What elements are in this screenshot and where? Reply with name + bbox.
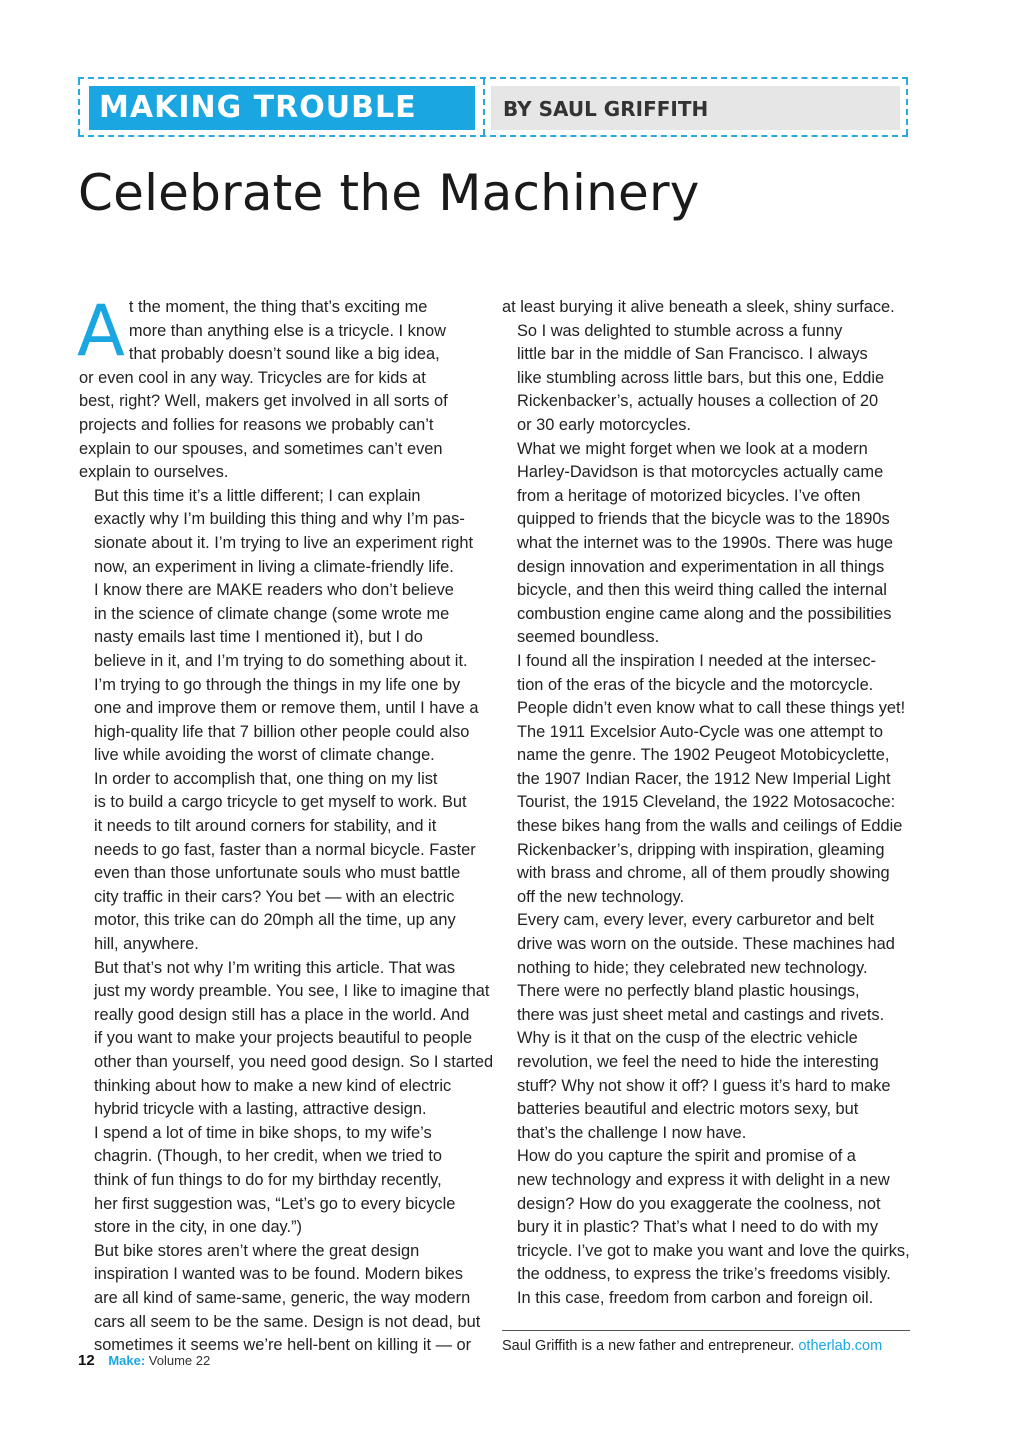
- text-line: In order to accomplish that, one thing on my list: [94, 769, 438, 788]
- text-line: But that’s not why I’m writing this article. That was: [94, 958, 456, 977]
- text-line: the 1907 Indian Racer, the 1912 New Imperial Light: [517, 769, 891, 788]
- text-line: Why is it that on the cusp of the electric vehicle: [517, 1029, 858, 1048]
- page-footer: [78, 1352, 210, 1369]
- text-line: if you want to make your projects beautiful to people: [94, 1029, 473, 1048]
- right-column: [502, 296, 912, 1311]
- paragraph: [77, 290, 491, 485]
- article-title: Celebrate the Machinery: [78, 164, 700, 222]
- text-line: motor, this trike can do 20mph all the time, up any: [94, 911, 456, 930]
- text-line: off the new technology.: [517, 887, 685, 906]
- text-line: more than anything else is a tricycle. I know: [128, 321, 446, 340]
- text-line: what the internet was to the 1990s. There was huge: [517, 533, 894, 552]
- text-line: there was just sheet metal and castings and rivets.: [517, 1005, 885, 1024]
- text-line: nothing to hide; they celebrated new technology.: [517, 958, 868, 977]
- bio-text: Saul Griffith is a new father and entrepreneur.: [502, 1338, 795, 1354]
- paragraph: [502, 438, 912, 650]
- text-line: People didn’t even know what to call these things yet!: [517, 699, 906, 718]
- text-line: high-quality life that 7 billion other people could also: [94, 722, 470, 741]
- text-line: nasty emails last time I mentioned it), but I do: [94, 628, 423, 647]
- text-line: little bar in the middle of San Francisco. I always: [517, 345, 868, 364]
- text-line: at least burying it alive beneath a sleek, shiny surface.: [502, 298, 895, 316]
- text-line: projects and follies for reasons we probably can’t: [79, 415, 434, 434]
- text-line: new technology and express it with delight in a new: [517, 1170, 890, 1189]
- text-line: that’s the challenge I now have.: [517, 1123, 747, 1142]
- text-line: Harley-Davidson is that motorcycles actually came: [517, 463, 884, 482]
- text-line: like stumbling across little bars, but this one, Eddie: [517, 368, 885, 387]
- paragraph: [79, 579, 491, 673]
- text-line: Every cam, every lever, every carburetor and belt: [517, 911, 875, 930]
- text-line: tion of the eras of the bicycle and the motorcycle.: [517, 675, 874, 694]
- text-line: design? How do you exaggerate the coolness, not: [517, 1194, 881, 1213]
- text-line: now, an experiment in living a climate-friendly life.: [94, 557, 454, 576]
- paragraph: [79, 957, 494, 1122]
- magazine-brand: Make:: [108, 1353, 146, 1368]
- text-line: thinking about how to make a new kind of electric: [94, 1076, 452, 1095]
- text-line: design innovation and experimentation in all things: [517, 557, 885, 576]
- text-line: There were no perfectly bland plastic housings,: [517, 982, 860, 1001]
- text-line: the oddness, to express the trike’s freedoms visibly.: [517, 1265, 891, 1284]
- text-line: it needs to tilt around corners for stability, and it: [94, 817, 437, 836]
- text-line: sionate about it. I’m trying to live an experiment right: [94, 533, 473, 552]
- text-line: drive was worn on the outside. These machines had: [517, 935, 895, 954]
- paragraph: [502, 650, 912, 910]
- text-line: In this case, freedom from carbon and foreign oil.: [517, 1288, 874, 1307]
- text-line: I know there are MAKE readers who don’t believe: [94, 581, 454, 600]
- bio-link[interactable]: otherlab.com: [798, 1338, 883, 1354]
- text-line: exactly why I’m building this thing and why I’m pas-: [94, 510, 465, 529]
- paragraph: [79, 768, 491, 957]
- text-line: bicycle, and then this weird thing called the internal: [517, 581, 887, 600]
- paragraph: [502, 320, 912, 438]
- text-line: stuff? Why not show it off? I guess it’s hard to make: [517, 1076, 891, 1095]
- text-line: name the genre. The 1902 Peugeot Motobicyclette,: [517, 746, 890, 765]
- volume-label: Volume 22: [148, 1353, 211, 1368]
- text-line: or 30 early motorcycles.: [517, 415, 691, 434]
- text-line: her first suggestion was, “Let’s go to every bicycle: [94, 1194, 456, 1213]
- text-line: combustion engine came along and the possibilities: [517, 604, 892, 623]
- text-line: batteries beautiful and electric motors sexy, but: [517, 1100, 859, 1119]
- text-line: really good design still has a place in the world. And: [94, 1005, 470, 1024]
- text-line: But bike stores aren’t where the great design: [94, 1241, 420, 1260]
- text-line: are all kind of same-same, generic, the way modern: [94, 1288, 471, 1307]
- text-line: think of fun things to do for my birthday recently,: [94, 1170, 442, 1189]
- text-line: inspiration I wanted was to be found. Modern bikes: [94, 1265, 464, 1284]
- text-line: quipped to friends that the bicycle was to the 1890s: [517, 510, 890, 529]
- paragraph: [502, 296, 912, 320]
- text-line: bury it in plastic? That’s what I need to do with my: [517, 1218, 879, 1237]
- text-line: or even cool in any way. Tricycles are for kids at: [79, 368, 426, 387]
- text-line: even than those unfortunate souls who must battle: [94, 864, 461, 883]
- paragraph: [79, 1122, 491, 1240]
- text-line: seemed boundless.: [517, 628, 660, 647]
- text-line: with brass and chrome, all of them proudly showing: [517, 864, 890, 883]
- text-line: cars all seem to be the same. Design is not dead, but: [94, 1312, 481, 1331]
- text-line: from a heritage of motorized bicycles. I’ve often: [517, 486, 861, 505]
- text-line: is to build a cargo tricycle to get myself to work. But: [94, 793, 467, 812]
- text-line: just my wordy preamble. You see, I like to imagine that: [94, 982, 490, 1001]
- text-line: sometimes it seems we’re hell-bent on killing it — or: [94, 1336, 472, 1355]
- text-line: hybrid tricycle with a lasting, attractive design.: [94, 1100, 427, 1119]
- text-line: Rickenbacker’s, actually houses a collection of 20: [517, 392, 879, 411]
- text-line: I found all the inspiration I needed at the intersec-: [517, 651, 877, 670]
- drop-cap: A: [77, 290, 125, 372]
- text-line: explain to our spouses, and sometimes can’t even: [79, 439, 443, 458]
- text-line: chagrin. (Though, to her credit, when we tried to: [94, 1147, 443, 1166]
- paragraph: [79, 1240, 491, 1358]
- text-line: best, right? Well, makers get involved in all sorts of: [79, 392, 448, 411]
- text-line: hill, anywhere.: [94, 935, 199, 954]
- bio-divider: [502, 1330, 910, 1331]
- section-title: MAKING TROUBLE: [89, 86, 475, 130]
- text-line: store in the city, in one day.”): [94, 1218, 303, 1237]
- paragraph: [502, 909, 912, 1145]
- text-line: live while avoiding the worst of climate change.: [94, 746, 435, 765]
- text-line: t the moment, the thing that’s exciting me: [128, 298, 428, 316]
- text-line: tricycle. I’ve got to make you want and love the quirks,: [517, 1241, 910, 1260]
- text-line: Tourist, the 1915 Cleveland, the 1922 Motosacoche:: [517, 793, 896, 812]
- text-line: explain to ourselves.: [79, 463, 229, 482]
- text-line: So I was delighted to stumble across a funny: [517, 321, 843, 340]
- text-line: What we might forget when we look at a modern: [517, 439, 868, 458]
- text-line: Rickenbacker’s, dripping with inspiration, gleaming: [517, 840, 885, 859]
- left-column: [77, 290, 494, 1358]
- text-line: other than yourself, you need good design. So I started: [94, 1053, 494, 1071]
- text-line: these bikes hang from the walls and ceilings of Eddie: [517, 817, 903, 836]
- text-line: in the science of climate change (some wrote me: [94, 604, 450, 623]
- paragraph: [79, 674, 491, 768]
- paragraph: [502, 1145, 912, 1310]
- text-line: But this time it’s a little different; I can explain: [94, 486, 421, 505]
- text-line: I spend a lot of time in bike shops, to my wife’s: [94, 1123, 432, 1142]
- text-line: one and improve them or remove them, until I have a: [94, 699, 479, 718]
- text-line: The 1911 Excelsior Auto-Cycle was one attempt to: [517, 722, 883, 741]
- header-divider: [483, 79, 485, 135]
- page-number: 12: [78, 1352, 95, 1369]
- text-line: How do you capture the spirit and promise of a: [517, 1147, 856, 1166]
- paragraph: [79, 485, 491, 579]
- byline: BY SAUL GRIFFITH: [491, 86, 900, 130]
- author-bio: [502, 1338, 882, 1354]
- text-line: city traffic in their cars? You bet — with an electric: [94, 887, 455, 906]
- text-line: needs to go fast, faster than a normal bicycle. Faster: [94, 840, 476, 859]
- text-line: revolution, we feel the need to hide the interesting: [517, 1053, 879, 1071]
- text-line: that probably doesn’t sound like a big idea,: [128, 345, 440, 364]
- text-line: I’m trying to go through the things in my life one by: [94, 675, 461, 694]
- text-line: believe in it, and I’m trying to do something about it.: [94, 651, 468, 670]
